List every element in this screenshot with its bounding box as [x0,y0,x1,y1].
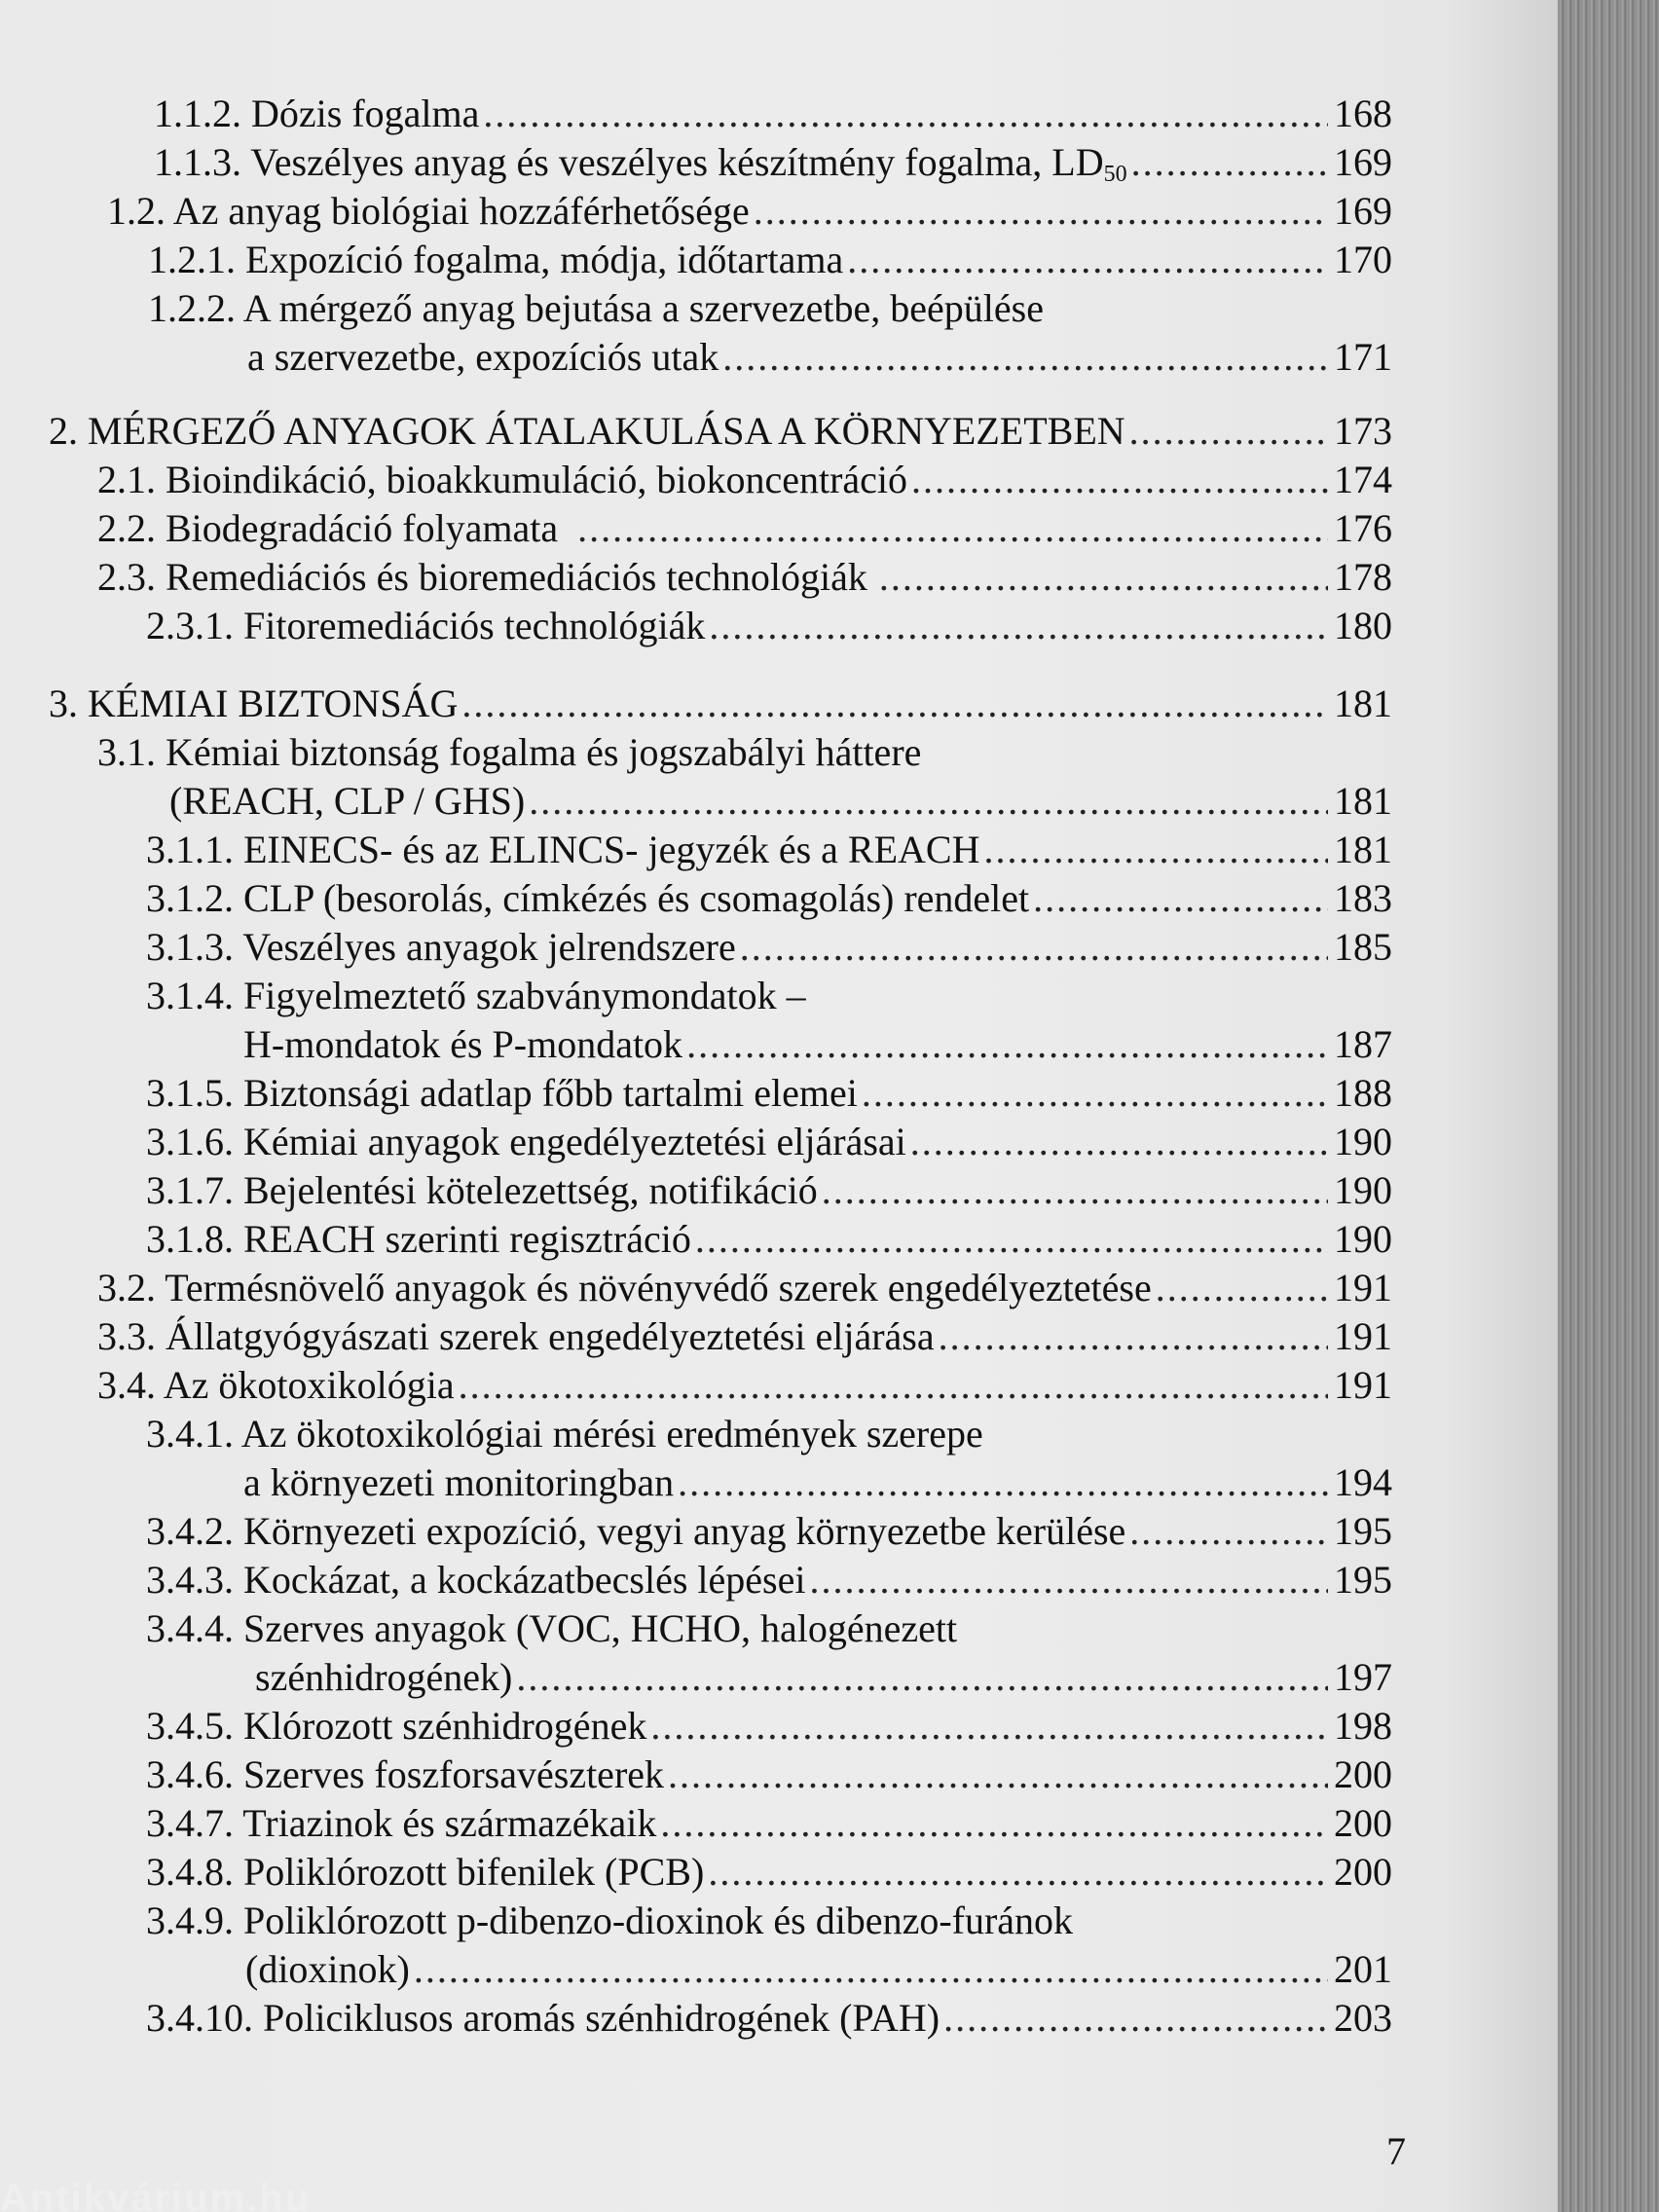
toc-entry-title: 1.1.2. Dózis fogalma [154,92,480,135]
toc-entry [146,602,1392,650]
toc-entry-page: 173 [1334,409,1392,453]
toc-entry-page: 201 [1334,1947,1392,1991]
toc-leader-dots [740,923,1328,972]
toc-entry-title: 3.4.8. Poliklórozott bifenilek (PCB) [146,1850,705,1894]
toc-entry-page: 169 [1334,189,1392,233]
toc-entry-title: 3.4. Az ökotoxikológia [97,1363,455,1407]
toc-leader-dots [983,826,1328,874]
toc-leader-dots [722,333,1328,382]
toc-leader-dots [1131,138,1328,187]
toc-entry-page: 200 [1334,1801,1392,1845]
toc-entry-page: 200 [1334,1850,1392,1894]
toc-entry-title-continued: H-mondatok és P-mondatok [243,1022,683,1066]
toc-entry-title: 1.2.1. Expozíció fogalma, módja, időtartama [148,238,844,281]
toc-leader-dots [1156,1264,1328,1312]
toc-leader-dots [1129,407,1328,456]
toc-entry-title: 3.1.5. Biztonsági adatlap főbb tartalmi elemei [146,1071,858,1115]
toc-entry [97,1312,1392,1361]
toc-leader-dots [516,1653,1328,1702]
toc-entry-title: 3.4.10. Policiklusos aromás szénhidrogének (PAH) [146,1996,940,2040]
toc-entry [146,1556,1392,1604]
toc-entry-title: 3.2. Termésnövelő anyagok és növényvédő szerek engedélyeztetése [97,1266,1152,1309]
toc-entry-title: 2.1. Bioindikáció, bioakkumuláció, biokoncentráció [97,458,908,501]
toc-entry [243,1458,1392,1507]
toc-entry-title: 3.1.7. Bejelentési kötelezettség, notifikáció [146,1168,818,1212]
toc-leader-dots [708,1848,1328,1897]
toc-entry-page: 180 [1334,604,1392,647]
toc-entry [146,1799,1392,1848]
toc-entry [169,777,1392,826]
subscript: 50 [1103,162,1127,187]
toc-entry-page: 191 [1334,1314,1392,1358]
watermark: Antikvárium.hu [0,2177,312,2212]
toc-entry [146,923,1392,972]
toc-entry [97,504,1392,553]
toc-entry-title: 3.1.3. Veszélyes anyagok jelrendszere [146,925,736,969]
toc-entry-title: 3.4.2. Környezeti expozíció, vegyi anyag környezetbe kerülése [146,1509,1126,1553]
toc-entry [146,826,1392,874]
toc-entry [97,456,1392,504]
toc-leader-dots [862,1069,1328,1118]
toc-leader-dots [668,1751,1328,1799]
toc-leader-dots [1129,1507,1328,1556]
toc-entry [107,187,1392,236]
toc-entry-page: 194 [1334,1460,1392,1504]
toc-entry-page: 197 [1334,1655,1392,1699]
toc-entry-page: 203 [1334,1996,1392,2040]
toc-entry [154,90,1392,138]
toc-leader-dots [754,187,1328,236]
toc-entry-title: 3.1.8. REACH szerinti regisztráció [146,1217,691,1261]
toc-entry-page: 174 [1334,458,1392,501]
toc-entry [97,1361,1392,1410]
toc-entry-title: 3.1.1. EINECS- és az ELINCS- jegyzék és a REACH [146,828,980,871]
toc-entry-page: 170 [1334,238,1392,281]
toc-leader-dots [910,1118,1328,1166]
toc-leader-dots [695,1215,1328,1264]
toc-entry-page: 191 [1334,1363,1392,1407]
toc-leader-dots [660,1799,1328,1848]
toc-entry-title: 3.4.4. Szerves anyagok (VOC, HCHO, halogénezett [146,1606,958,1650]
toc-leader-dots [483,90,1328,138]
toc-entry-page: 169 [1334,140,1392,184]
toc-entry [146,874,1392,923]
toc-entry-page: 188 [1334,1071,1392,1115]
toc-leader-dots [461,680,1328,728]
toc-entry-page: 187 [1334,1022,1392,1066]
toc-leader-dots [529,777,1328,826]
page-number: 7 [1386,2129,1406,2173]
toc-entry [146,1118,1392,1166]
toc-leader-dots [678,1458,1328,1507]
toc-leader-dots [911,456,1328,504]
toc-entry-page: 191 [1334,1266,1392,1309]
toc-entry [245,1945,1392,1994]
toc-entry-title: 3.1.4. Figyelmeztető szabványmondatok – [146,974,806,1017]
toc-entry-title: 3.4.3. Kockázat, a kockázatbecslés lépései [146,1558,806,1602]
toc-leader-dots [459,1361,1328,1410]
toc-leader-dots [822,1166,1328,1215]
toc-leader-dots [847,236,1328,284]
toc-entry-title: 2. MÉRGEZŐ ANYAGOK ÁTALAKULÁSA A KÖRNYEZETBEN [49,409,1125,453]
toc-entry-title: 3.4.1. Az ökotoxikológiai mérési eredmények szerepe [146,1412,983,1456]
toc-entry [146,1215,1392,1264]
toc-entry-page: 181 [1334,779,1392,823]
toc-leader-dots [709,602,1328,650]
toc-entry-page: 200 [1334,1752,1392,1796]
toc-entry-page: 181 [1334,828,1392,871]
toc-chapter-entry [49,407,1392,456]
toc-entry [97,553,1392,602]
toc-leader-dots [577,504,1328,553]
toc-entry [97,1264,1392,1312]
toc-entry-title: 3.1. Kémiai biztonság fogalma és jogszabályi háttere [97,730,922,774]
toc-entry-title: 3. KÉMIAI BIZTONSÁG [49,682,459,725]
toc-entry-page: 195 [1334,1558,1392,1602]
toc-entry [243,1020,1392,1069]
toc-entry-page: 168 [1334,92,1392,135]
toc-entry-title: 1.1.3. Veszélyes anyag és veszélyes készítmény fogalma, $LD_{50}$ [154,140,1127,187]
toc-entry-page: 190 [1334,1217,1392,1261]
toc-entry-title: 3.4.5. Klórozott szénhidrogének [146,1704,647,1748]
toc-entry [146,1507,1392,1556]
toc-entry-title: 1.2.2. A mérgező anyag bejutása a szervezetbe, beépülése [148,286,1044,330]
toc-entry-title-continued: (REACH, CLP / GHS) [169,779,526,823]
toc-entry-page: 190 [1334,1120,1392,1163]
toc-leader-dots [943,1994,1328,2043]
toc-entry-title: 1.2. Az anyag biológiai hozzáférhetősége [107,189,750,233]
toc-entry [146,1069,1392,1118]
toc-entry-title-continued: (dioxinok) [245,1947,410,1991]
toc-entry-title-continued: szénhidrogének) [255,1655,513,1699]
toc-entry-page: 195 [1334,1509,1392,1553]
toc-entry-title: 3.3. Állatgyógyászati szerek engedélyeztetési eljárása [97,1314,935,1358]
toc-entry [255,1653,1392,1702]
toc-entry-page: 178 [1334,555,1392,599]
book-page-edges [1558,0,1659,2212]
toc-entry-title: 2.3.1. Fitoremediációs technológiák [146,604,706,647]
toc-chapter-entry [49,680,1392,728]
toc-entry-title: 3.4.6. Szerves foszforsavészterek [146,1752,665,1796]
toc-entry-title: 3.4.7. Triazinok és származékaik [146,1801,657,1845]
toc-entry [148,236,1392,284]
toc-entry [146,1848,1392,1897]
toc-entry [146,1166,1392,1215]
toc-entry-title: 3.4.9. Poliklórozott p-dibenzo-dioxinok és dibenzo-furánok [146,1899,1074,1942]
toc-entry-title-continued: a környezeti monitoringban [243,1460,675,1504]
toc-entry [154,138,1392,187]
toc-entry [146,1994,1392,2043]
toc-leader-dots [939,1312,1328,1361]
toc-entry-page: 190 [1334,1168,1392,1212]
toc-entry [247,333,1392,382]
toc-leader-dots [650,1702,1328,1751]
toc-entry [146,1702,1392,1751]
toc-entry-page: 185 [1334,925,1392,969]
toc-entry-page: 183 [1334,876,1392,920]
toc-leader-dots [414,1945,1328,1994]
toc-leader-dots [809,1556,1328,1604]
toc-entry-page: 171 [1334,335,1392,379]
toc-entry [146,1751,1392,1799]
toc-entry-page: 181 [1334,682,1392,725]
toc-entry-title: 2.2. Biodegradáció folyamata [97,506,559,550]
toc-leader-dots [879,553,1328,602]
toc-entry-title: 2.3. Remediációs és bioremediációs technológiák [97,555,867,599]
toc-entry-page: 198 [1334,1704,1392,1748]
toc-entry-page: 176 [1334,506,1392,550]
toc-entry-title: 3.1.6. Kémiai anyagok engedélyeztetési eljárásai [146,1120,906,1163]
toc-entry-title: 3.1.2. CLP (besorolás, címkézés és csomagolás) rendelet [146,876,1030,920]
toc-entry-title-continued: a szervezetbe, expozíciós utak [247,335,719,379]
toc-leader-dots [686,1020,1328,1069]
toc-leader-dots [1033,874,1328,923]
